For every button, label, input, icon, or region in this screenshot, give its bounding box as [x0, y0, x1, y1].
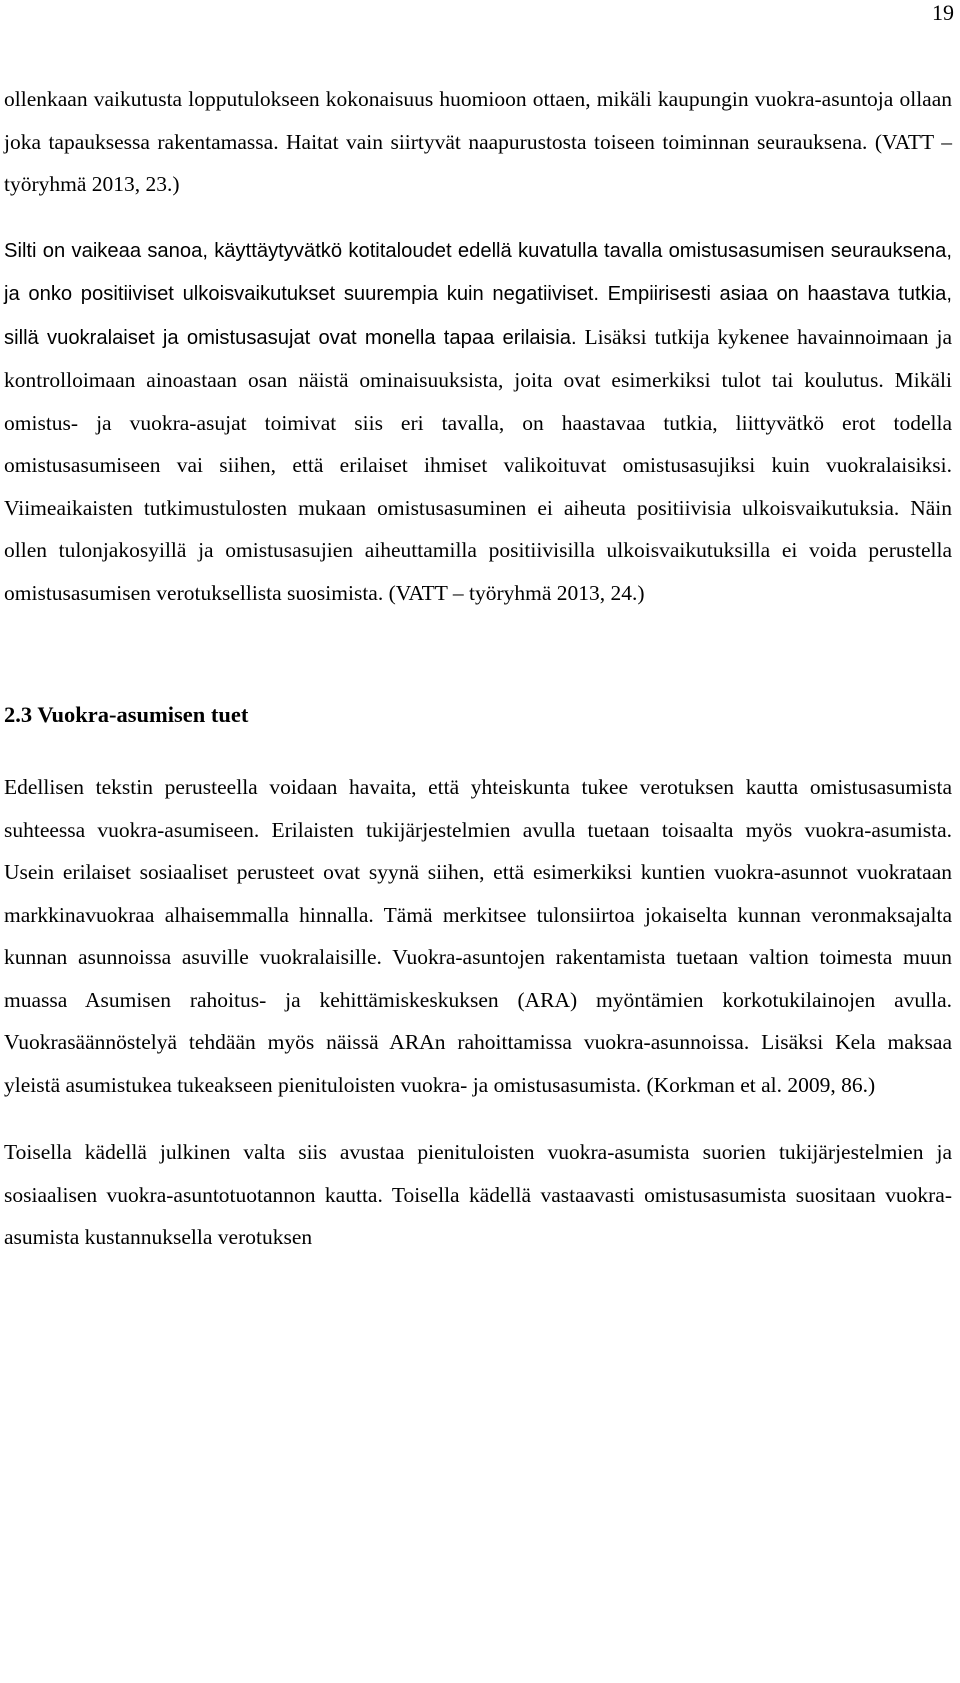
page-number: 19	[932, 0, 954, 25]
paragraph-2-sans-text: Silti on vaikeaa sanoa, käyttäytyvätkö kotitaloudet edellä kuvatulla tavalla omistusasumisen seurauksena, ja onko positiiviset ulkoisvaikutukset suurempia kuin negatiiviset. Empiirisesti asiaa on haastava tutkia, sillä vuokralaiset ja omistusasujat ovat monella tapaa erilaisia.	[4, 239, 952, 349]
paragraph-2-serif-text: Lisäksi tutkija kykenee havainnoimaan ja kontrolloimaan ainoastaan osan näistä ominaisuuksista, joita ovat esimerkiksi tulot tai koulutus. Mikäli omistus- ja vuokra-asujat toimivat siis eri tavalla, on haastavaa tutkia, liittyvätkö erot todella omistusasumiseen vai siihen, että erilaiset ihmiset valikoituvat omistusasujiksi kuin vuokralaisiksi. Viimeaikaisten tutkimustulosten mukaan omistusasuminen ei aiheuta positiivisia ulkoisvaikutuksia. Näin ollen tulonjakosyillä ja omistusasujien aiheuttamilla positiivisilla ulkoisvaikutuksilla ei voida perustella omistusasumisen verotuksellista suosimista. (VATT – työryhmä 2013, 24.)	[4, 324, 953, 605]
section-heading: 2.3 Vuokra-asumisen tuet	[4, 702, 249, 727]
document-body	[4, 78, 952, 1259]
paragraph-3: Edellisen tekstin perusteella voidaan havaita, että yhteiskunta tukee verotuksen kautta omistusasumista suhteessa vuokra-asumiseen. Erilaisten tukijärjestelmien avulla tuetaan toisaalta myös vuokra-asumista. Usein erilaiset sosiaaliset perusteet ovat syynä siihen, että esimerkiksi kuntien vuokra-asunnot vuokrataan markkinavuokraa alhaisemmalla hinnalla. Tämä merkitsee tulonsiirtoa jokaiselta kunnan veronmaksajalta kunnan asunnoissa asuville vuokralaisille. Vuokra-asuntojen rakentamista tuetaan valtion toimesta muun muassa Asumisen rahoitus- ja kehittämiskeskuksen (ARA) myöntämien korkotukilainojen avulla. Vuokrasäännöstelyä tehdään myös näissä ARAn rahoittamissa vuokra-asunnoissa. Lisäksi Kela maksaa yleistä asumistukea tukeakseen pienituloisten vuokra- ja omistusasumista. (Korkman et al. 2009, 86.)	[4, 775, 952, 1097]
paragraph-1: ollenkaan vaikutusta lopputulokseen kokonaisuus huomioon ottaen, mikäli kaupungin vuokra-asuntoja ollaan joka tapauksessa rakentamassa. Haitat vain siirtyvät naapurustosta toiseen toiminnan seurauksena. (VATT – työryhmä 2013, 23.)	[4, 87, 952, 196]
paragraph-4: Toisella kädellä julkinen valta siis avustaa pienituloisten vuokra-asumista suorien tukijärjestelmien ja sosiaalisen vuokra-asuntotuotannon kautta. Toisella kädellä vastaavasti omistusasumista suositaan vuokra-asumista kustannuksella verotuksen	[4, 1140, 952, 1249]
paragraph-2	[4, 229, 952, 615]
